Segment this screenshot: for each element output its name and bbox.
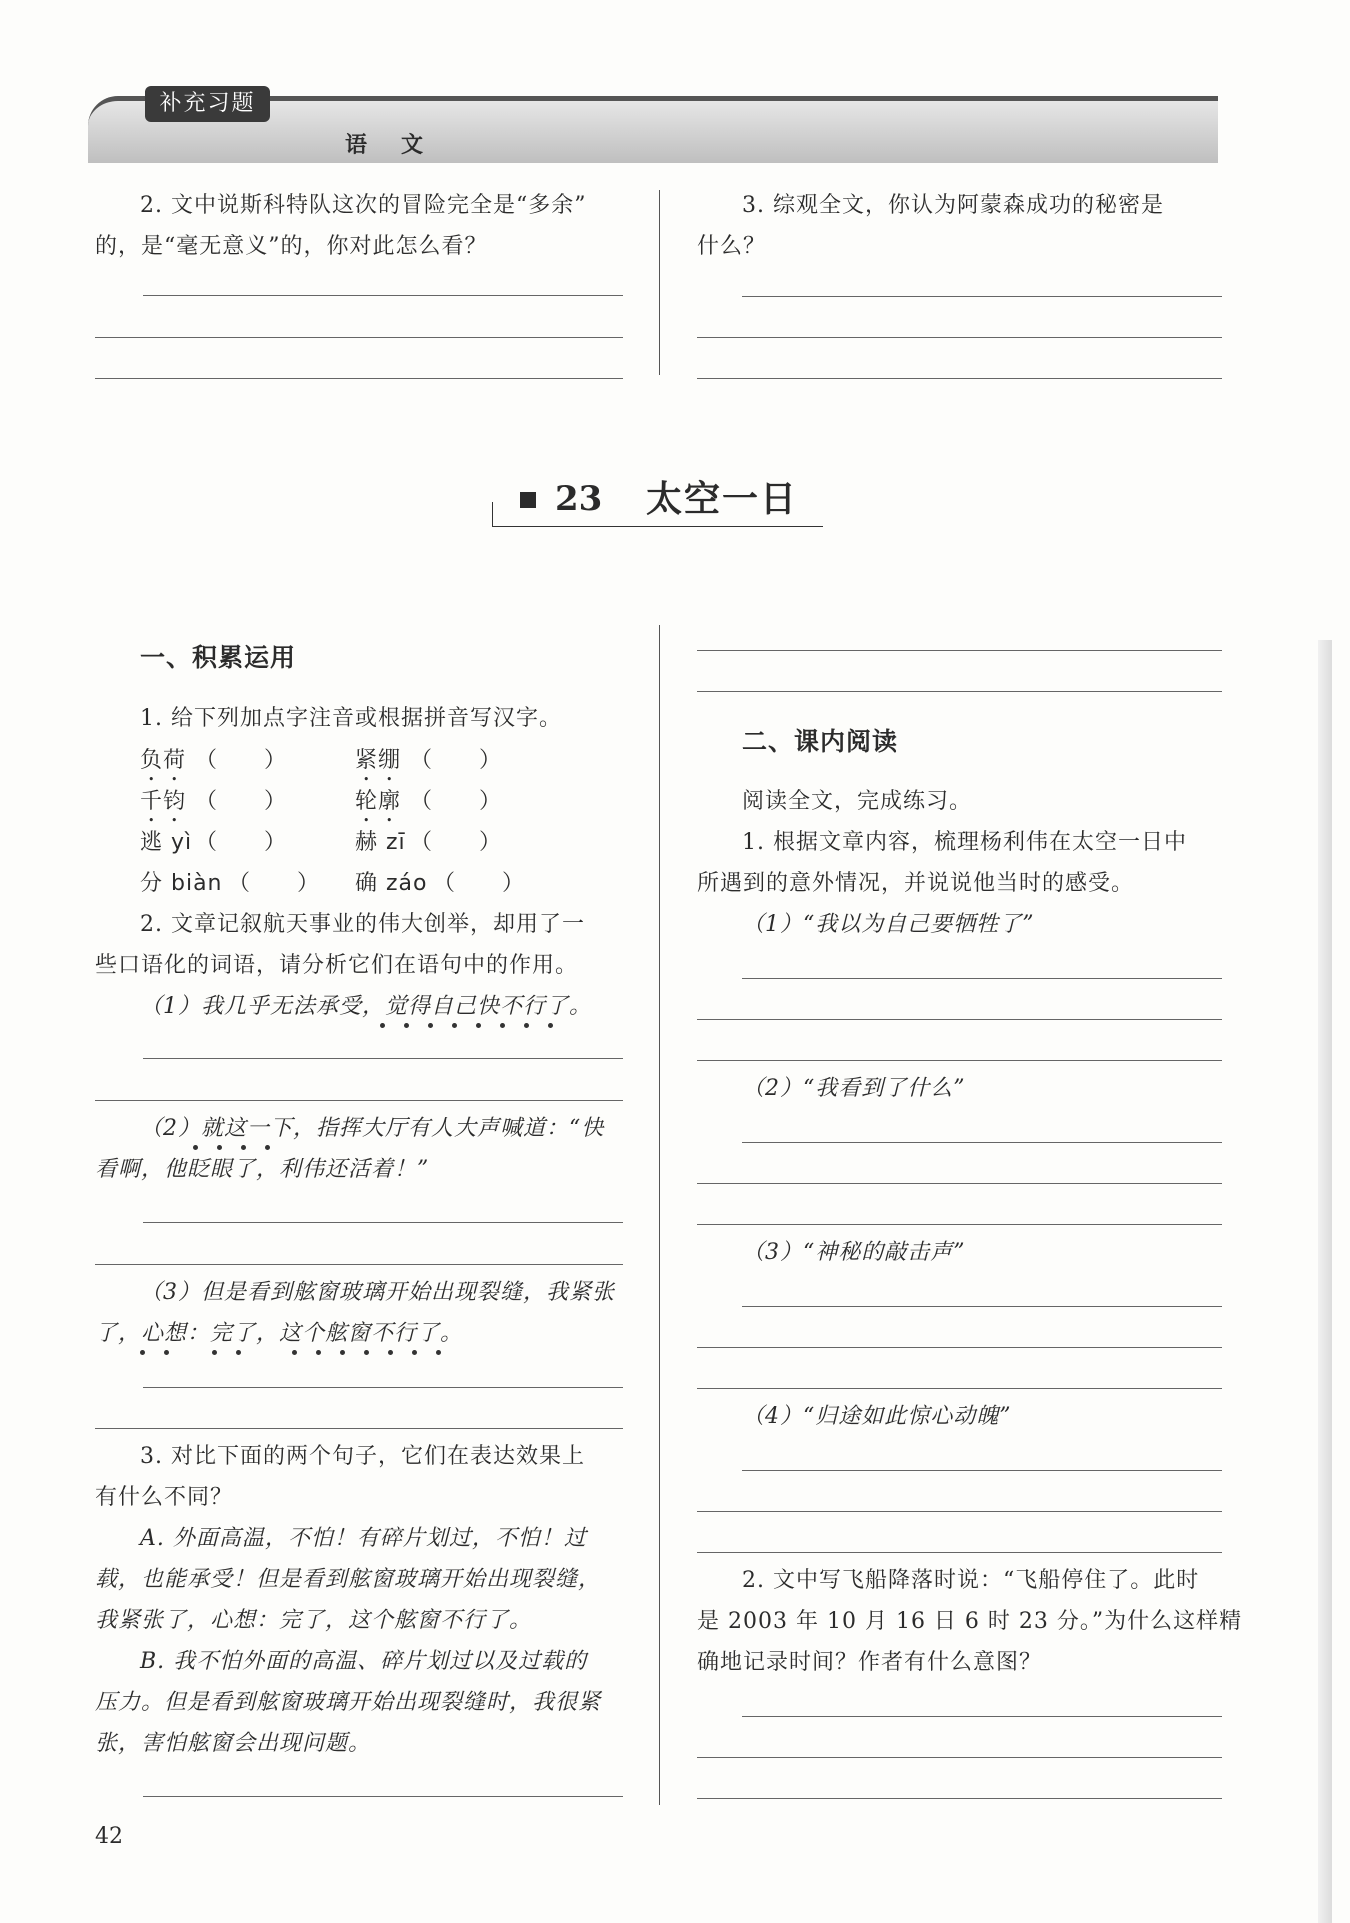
answer-line: [697, 1388, 1222, 1389]
option-a-line2: 载，也能承受！但是看到舷窗玻璃开始出现裂缝，: [95, 1567, 602, 1592]
answer-line: [697, 1798, 1222, 1799]
top-column-divider: [659, 190, 660, 375]
emphasis-dots: [140, 1350, 460, 1356]
answer-line: [95, 337, 623, 338]
section1-q2-line2: 些口语化的词语，请分析它们在语句中的作用。: [95, 953, 579, 978]
sentence-2-line2: 看啊，他眨眼了，利伟还活着！”: [95, 1157, 430, 1182]
sentence-3-line2: 了，心想：完了，这个舷窗不行了。: [95, 1321, 464, 1346]
section2-q2-line2: 是 2003 年 10 月 16 日 6 时 23 分。”为什么这样精: [697, 1609, 1243, 1634]
item-word: 负荷: [140, 748, 187, 773]
section2-q1-line2: 所遇到的意外情况，并说说他当时的感受。: [697, 871, 1135, 896]
answer-line: [742, 1716, 1222, 1717]
item-word: 紧绷: [355, 748, 402, 773]
answer-line: [143, 1796, 623, 1797]
page-number: 42: [95, 1824, 123, 1849]
answer-line: [697, 1183, 1222, 1184]
answer-line: [143, 1058, 623, 1059]
item-blank: （ ）: [228, 871, 321, 896]
option-a-line1: A. 外面高温，不怕！有碎片划过，不怕！过: [140, 1526, 587, 1551]
main-column-divider: [659, 625, 660, 1805]
section1-q3-line1: 3. 对比下面的两个句子，它们在表达效果上: [140, 1444, 585, 1469]
sentence-3-line1: （3）但是看到舷窗玻璃开始出现裂缝，我紧张: [140, 1280, 615, 1305]
section2-heading: 二、课内阅读: [742, 727, 899, 756]
answer-line: [697, 691, 1222, 692]
header-subject: 语 文: [345, 132, 430, 158]
lesson-bullet: [520, 492, 536, 508]
section1-q3-line2: 有什么不同？: [95, 1485, 234, 1510]
answer-line: [697, 1019, 1222, 1020]
lesson-number: 23: [555, 477, 608, 521]
header-badge: 补充习题: [145, 86, 270, 122]
answer-line: [742, 1306, 1222, 1307]
answer-line: [95, 1428, 623, 1429]
sentence-1: （1）我几乎无法承受，觉得自己快不行了。: [140, 994, 592, 1019]
item-word: 确 záo: [355, 871, 428, 896]
page-edge-shadow: [1318, 640, 1332, 1923]
answer-line: [697, 1552, 1222, 1553]
answer-line: [742, 1142, 1222, 1143]
answer-line: [143, 1387, 623, 1388]
answer-line: [697, 1224, 1222, 1225]
lesson-title: 太空一日: [640, 477, 804, 521]
top-left-q2-line2: 的，是“毫无意义”的，你对此怎么看？: [95, 234, 488, 259]
top-left-q2-line1: 2. 文中说斯科特队这次的冒险完全是“多余”: [140, 193, 587, 218]
top-right-q3-line2: 什么？: [697, 234, 767, 259]
answer-line: [697, 337, 1222, 338]
option-b-line1: B. 我不怕外面的高温、碎片划过以及过载的: [140, 1649, 588, 1674]
prompt-4: （4）“归途如此惊心动魄”: [742, 1404, 1012, 1429]
sentence-2-line1: （2）就这一下，指挥大厅有人大声喊道：“快: [140, 1116, 605, 1141]
emphasis-dots: [380, 1023, 580, 1029]
answer-line: [742, 978, 1222, 979]
option-a-line3: 我紧张了，心想：完了，这个舷窗不行了。: [95, 1608, 533, 1633]
item-blank: （ ）: [195, 789, 288, 814]
answer-line: [697, 1757, 1222, 1758]
item-word: 逃 yì: [140, 830, 193, 855]
answer-line: [95, 1264, 623, 1265]
answer-line: [95, 1100, 623, 1101]
item-blank: （ ）: [410, 789, 503, 814]
item-blank: （ ）: [195, 830, 288, 855]
answer-line: [742, 1470, 1222, 1471]
answer-line: [697, 378, 1222, 379]
item-word: 千钧: [140, 789, 187, 814]
item-word: 赫 zī: [355, 830, 406, 855]
item-blank: （ ）: [410, 830, 503, 855]
section1-heading: 一、积累运用: [140, 643, 297, 672]
section2-intro: 阅读全文，完成练习。: [742, 789, 973, 814]
prompt-1: （1）“我以为自己要牺牲了”: [742, 912, 1035, 937]
answer-line: [95, 378, 623, 379]
section2-q1-line1: 1. 根据文章内容，梳理杨利伟在太空一日中: [742, 830, 1187, 855]
item-blank: （ ）: [195, 748, 288, 773]
prompt-3: （3）“神秘的敲击声”: [742, 1240, 966, 1265]
section2-q2-line1: 2. 文中写飞船降落时说：“飞船停住了。此时: [742, 1568, 1200, 1593]
answer-line: [143, 1222, 623, 1223]
item-blank: （ ）: [410, 748, 503, 773]
answer-line: [697, 650, 1222, 651]
answer-line: [697, 1060, 1222, 1061]
section2-q2-line3: 确地记录时间？作者有什么意图？: [697, 1650, 1043, 1675]
option-b-line2: 压力。但是看到舷窗玻璃开始出现裂缝时，我很紧: [95, 1690, 602, 1715]
answer-line: [697, 1511, 1222, 1512]
item-word: 分 biàn: [140, 871, 223, 896]
prompt-2: （2）“我看到了什么”: [742, 1076, 966, 1101]
option-b-line3: 张，害怕舷窗会出现问题。: [95, 1731, 372, 1756]
answer-line: [742, 296, 1222, 297]
answer-line: [697, 1347, 1222, 1348]
answer-line: [143, 295, 623, 296]
section1-q1: 1. 给下列加点字注音或根据拼音写汉字。: [140, 706, 562, 731]
section1-q2-line1: 2. 文章记叙航天事业的伟大创举，却用了一: [140, 912, 585, 937]
item-blank: （ ）: [433, 871, 526, 896]
top-right-q3-line1: 3. 综观全文，你认为阿蒙森成功的秘密是: [742, 193, 1164, 218]
item-word: 轮廓: [355, 789, 402, 814]
